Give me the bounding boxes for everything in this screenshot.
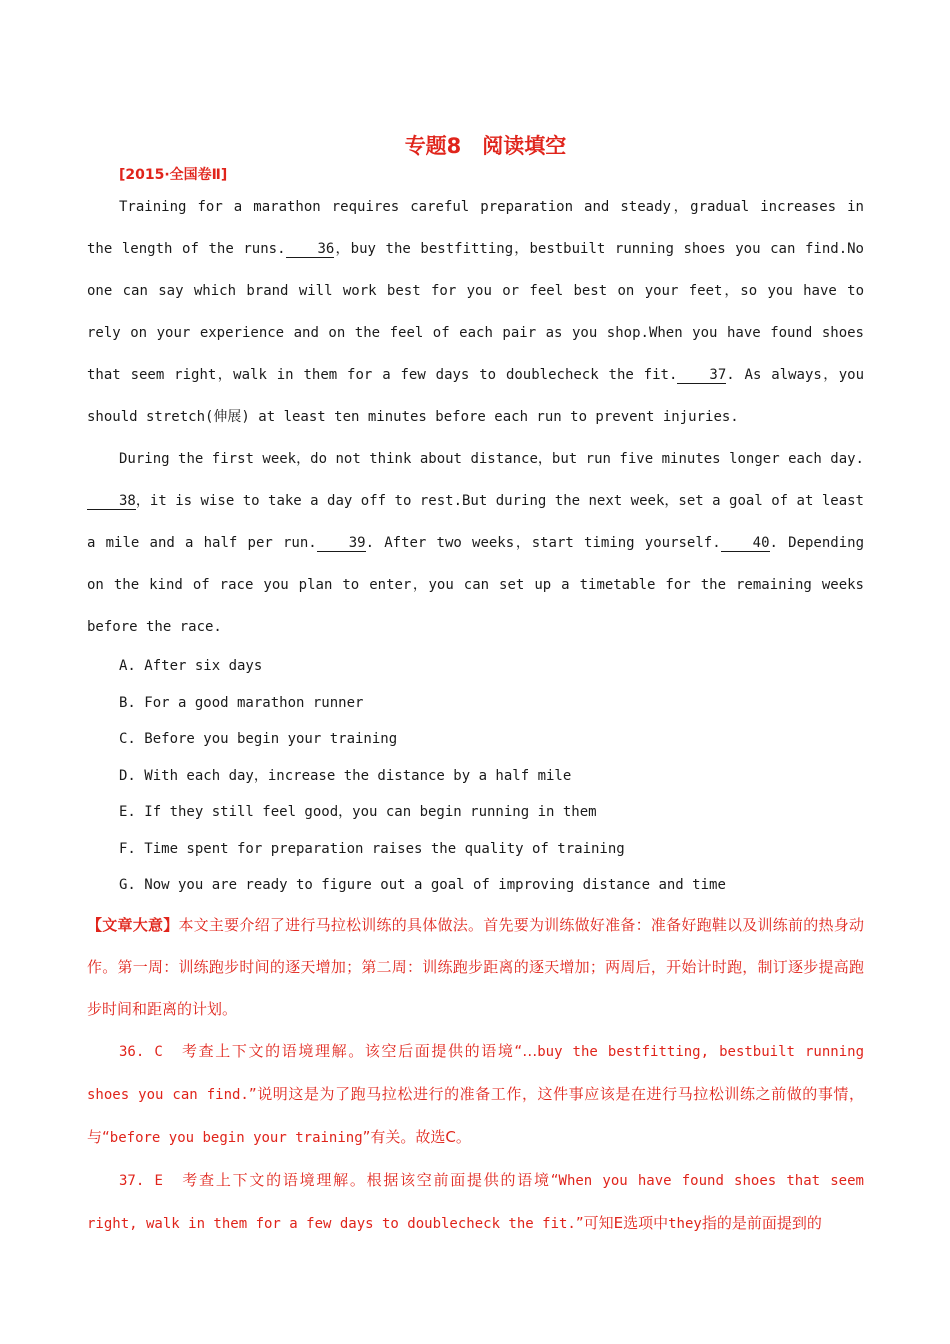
option-e: E. If they still feel good，you can begin running in them — [119, 804, 597, 820]
answer-number: 37. E — [119, 1172, 163, 1189]
answer-text: ”有关。故选C。 — [362, 1127, 471, 1146]
blank-37: 37 — [677, 367, 726, 384]
answer-options — [87, 648, 864, 904]
option-a: A. After six days — [119, 658, 263, 674]
summary-paragraph — [87, 904, 864, 1030]
passage-text: . Depending on the kind of race you plan to enter，you can set up a timetable for the remaining weeks before the race. — [87, 535, 864, 635]
passage-text: ，buy the bestfitting，bestbuilt running shoes you can find.No one can say which brand will work best for you or feel best on your feet，so you have to rely on your experience and on the feel of each pair as you shop.When you have found shoes that seem right，walk in them for a few days to doublecheck the fit. — [87, 241, 864, 383]
answer-36 — [87, 1030, 864, 1159]
answer-text: ”可知E选项中 — [575, 1213, 669, 1232]
page-title: 专题8 阅读填空 — [404, 134, 567, 158]
blank-39: 39 — [317, 535, 366, 552]
passage-paragraph-1 — [87, 186, 864, 438]
blank-38: 38 — [87, 493, 136, 510]
answer-english: they — [668, 1215, 702, 1232]
answer-english: When you have found shoes that seem right, walk in them for a few days to doublecheck the fit. — [87, 1172, 864, 1232]
answer-text: 指的是前面提到的 — [701, 1213, 822, 1232]
passage-text: . After two weeks，start timing yourself. — [365, 535, 721, 551]
answer-text: ”说明这是为了跑马拉松进行的准备工作，这件事应该是在进行马拉松训练之前做的事情，与“ — [87, 1084, 864, 1146]
summary-text: 本文主要介绍了进行马拉松训练的具体做法。首先要为训练做好准备：准备好跑鞋以及训练前的热身动作。第一周：训练跑步时间的逐天增加；第二周：训练跑步距离的逐天增加；两周后，开始计时跑，制订逐步提高跑步时间和距离的计划。 — [87, 915, 864, 1018]
passage-text: . As always，you should stretch(伸展) at least ten minutes before each run to prevent injuries. — [87, 367, 864, 425]
answer-37 — [87, 1159, 864, 1245]
option-c: C. Before you begin your training — [119, 731, 398, 747]
passage-paragraph-2 — [87, 438, 864, 648]
passage-text: ，it is wise to take a day off to rest.But during the next week，set a goal of at least a mile and a half per run. — [87, 493, 864, 551]
blank-40: 40 — [721, 535, 770, 552]
blank-36: 36 — [286, 241, 335, 258]
answer-text: 考查上下文的语境理解。该空后面提供的语境“… — [181, 1041, 538, 1060]
document-page — [87, 128, 864, 1245]
answer-number: 36. C — [119, 1043, 163, 1060]
option-f: F. Time spent for preparation raises the quality of training — [119, 840, 625, 857]
option-d: D. With each day，increase the distance by a half mile — [119, 767, 572, 784]
answer-english: buy the bestfitting, bestbuilt running shoes you can find. — [87, 1043, 865, 1103]
answer-text: 考查上下文的语境理解。根据该空前面提供的语境“ — [182, 1170, 559, 1189]
option-b: B. For a good marathon runner — [119, 694, 364, 711]
answer-english: before you begin your training — [109, 1129, 363, 1146]
passage-text: During the first week，do not think about distance，but run five minutes longer each day. — [119, 451, 864, 467]
option-g: G. Now you are ready to figure out a goal of improving distance and time — [119, 877, 726, 893]
exam-source: [2015·全国卷Ⅱ] — [119, 167, 228, 183]
summary-label: 【文章大意】 — [87, 915, 179, 934]
passage-text: Training for a marathon requires careful preparation and steady，gradual increases in the length of the runs. — [87, 199, 864, 257]
